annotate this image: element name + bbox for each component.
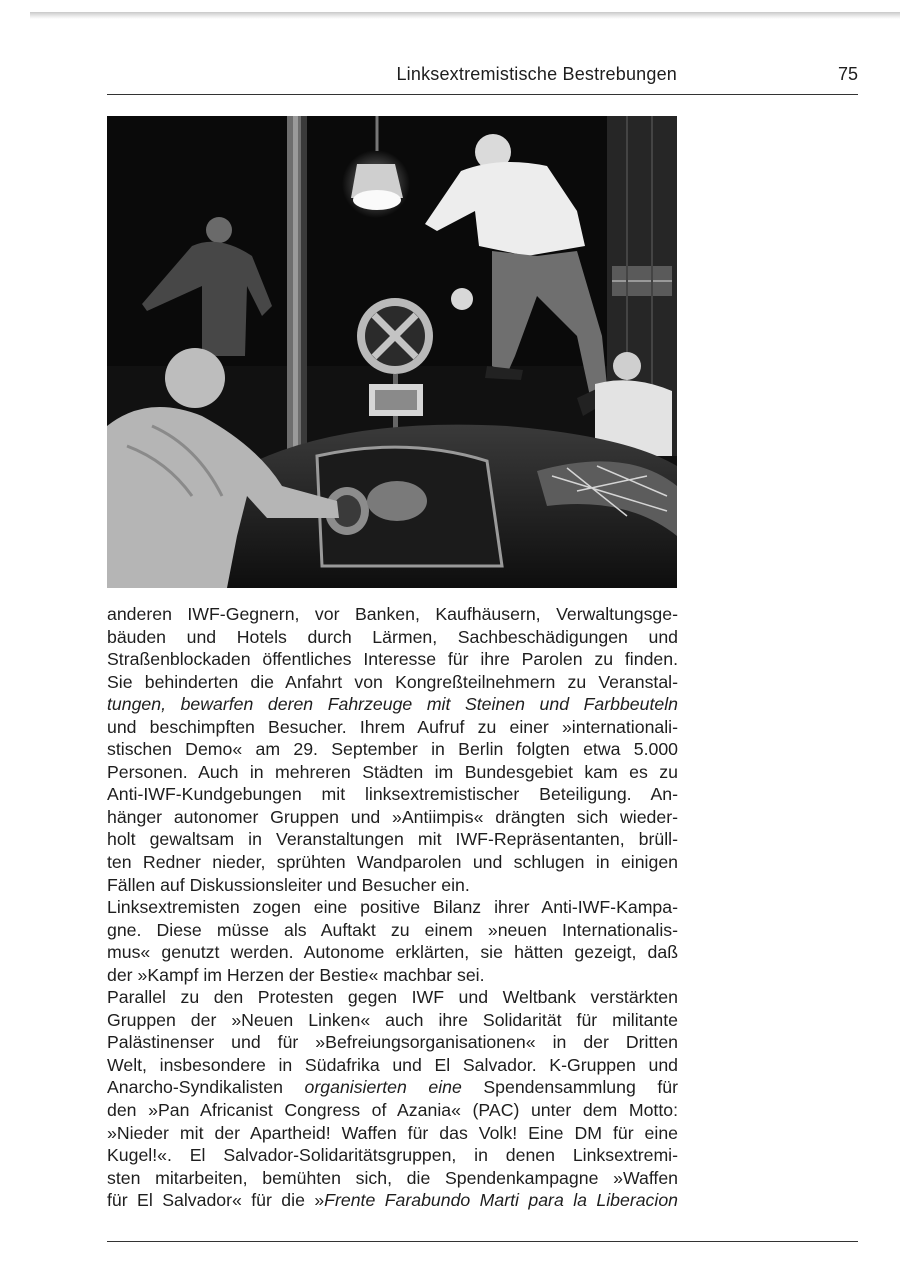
text-line: gne. Diese müsse als Auftakt zu einem »neuen Internationalis- <box>107 919 678 940</box>
header-rule <box>107 94 858 95</box>
text-fragment: Anarcho-Syndikalisten <box>107 1077 305 1098</box>
text-line: stischen Demo« am 29. September in Berlin folgten etwa 5.000 <box>107 739 678 760</box>
running-title: Linksextremistische Bestrebungen <box>396 64 677 84</box>
body-text <box>107 603 678 1212</box>
text-line: Personen. Auch in mehreren Städten im Bundesgebiet kam es zu <box>107 761 678 782</box>
protest-photo <box>107 116 677 588</box>
text-line: Palästinenser und für »Befreiungsorganisationen« in der Dritten <box>107 1032 678 1053</box>
text-line: bäuden und Hotels durch Lärmen, Sachbeschädigungen und <box>107 626 678 647</box>
text-line: Anti-IWF-Kundgebungen mit linksextremistischer Beteiligung. An- <box>107 784 678 805</box>
text-line: hänger autonomer Gruppen und »Antiimpis« drängten sich wieder- <box>107 806 678 827</box>
text-line: Gruppen der »Neuen Linken« auch ihre Solidarität für militante <box>107 1009 678 1030</box>
text-line: »Nieder mit der Apartheid! Waffen für das Volk! Eine DM für eine <box>107 1122 678 1143</box>
text-line: Sie behinderten die Anfahrt von Kongreßteilnehmern zu Veranstal- <box>107 671 678 692</box>
text-line: Straßenblockaden öffentliches Interesse für ihre Parolen zu finden. <box>107 649 678 670</box>
text-line: holt gewaltsam in Veranstaltungen mit IWF-Repräsentanten, brüll- <box>107 829 678 850</box>
text-line: Fällen auf Diskussionsleiter und Besucher ein. <box>107 874 470 895</box>
text-line-mixed <box>107 1189 678 1212</box>
text-line: der »Kampf im Herzen der Bestie« machbar sei. <box>107 964 485 985</box>
page-header <box>107 62 858 92</box>
text-line: Welt, insbesondere in Südafrika und El Salvador. K-Gruppen und <box>107 1054 678 1075</box>
text-fragment-italic: Frente Farabundo Marti para la Liberacion <box>324 1190 678 1211</box>
text-line: sten mitarbeiten, bemühten sich, die Spendenkampagne »Waffen <box>107 1167 678 1188</box>
text-line: Kugel!«. El Salvador-Solidaritätsgruppen, in denen Linksextremi- <box>107 1145 678 1166</box>
text-line: und beschimpften Besucher. Ihrem Aufruf zu einer »internationali- <box>107 716 678 737</box>
text-line: mus« genutzt werden. Autonome erklärten, sie hätten gezeigt, daß <box>107 942 678 963</box>
footer-rule <box>107 1241 858 1242</box>
page-number: 75 <box>837 64 858 84</box>
text-fragment: für El Salvador« für die » <box>107 1190 325 1211</box>
text-fragment: Spendensammlung für <box>461 1077 678 1098</box>
scan-edge <box>30 12 900 19</box>
text-line: den »Pan Africanist Congress of Azania« (PAC) unter dem Motto: <box>107 1100 678 1121</box>
text-line: anderen IWF-Gegnern, vor Banken, Kaufhäusern, Verwaltungsge- <box>107 604 678 624</box>
text-fragment-italic: organisierten eine <box>304 1077 462 1098</box>
text-line-mixed <box>107 1076 678 1099</box>
text-line: Linksextremisten zogen eine positive Bilanz ihrer Anti-IWF-Kampa- <box>107 897 678 918</box>
text-line: Parallel zu den Protesten gegen IWF und Weltbank verstärkten <box>107 987 678 1008</box>
text-line-italic: tungen, bewarfen deren Fahrzeuge mit Steinen und Farbbeuteln <box>107 694 678 715</box>
text-line: ten Redner nieder, sprühten Wandparolen und schlugen in einigen <box>107 852 678 873</box>
